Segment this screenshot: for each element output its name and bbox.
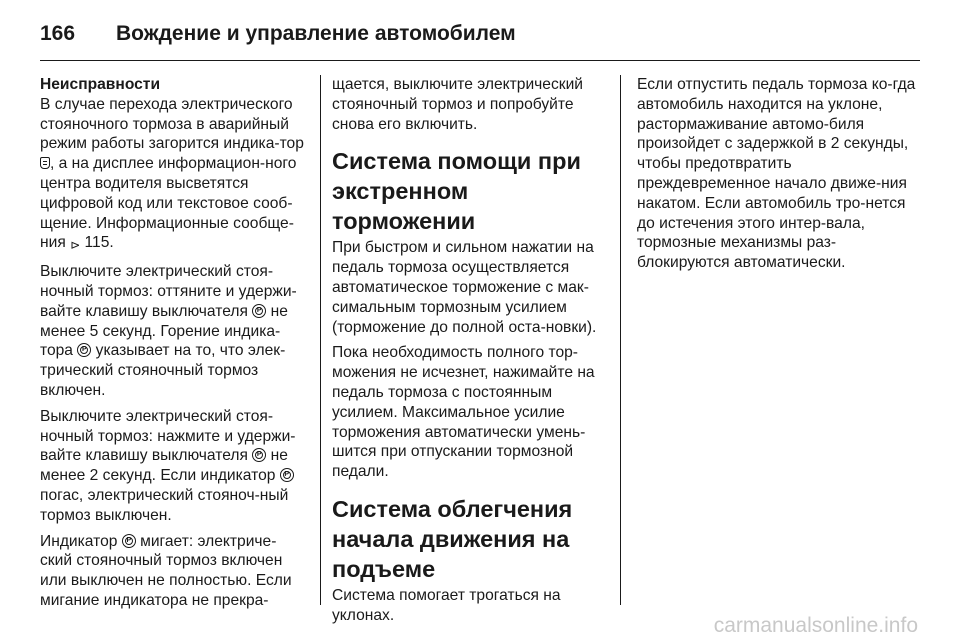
text: мигает: электриче-ский стояночный тормоз включен или выключен не полностью. Если мигание индикатора не прекра- [40,532,292,609]
watermark: carmanualsonline.info [713,614,918,637]
text: погас, электрический стояноч-ный тормоз выключен. [40,486,289,524]
column-1 [40,75,308,642]
page-header [40,14,516,54]
text: Индикатор [40,532,122,550]
subheading-malfunctions: Неисправности [40,76,161,93]
page-number: 166 [40,22,76,45]
paragraph-continued: щается, выключите электрический стояночный тормоз и попробуйте снова его включить. [332,76,584,133]
text: В случае перехода электрического стояночного тормоза в аварийный режим работы загорится индика-тор [40,95,304,153]
parking-brake-icon [122,534,136,548]
text: Выключите электрический стоя-ночный тормоз: оттяните и удержи-вайте клавишу выключателя [40,263,297,320]
text: 115. [80,234,114,252]
page-title: Вождение и управление автомобилем [116,22,516,45]
paragraph-hill-start-assist: Система помогает трогаться на уклонах. [332,586,561,624]
text: Выключите электрический стоя-ночный тормоз: нажмите и удержи-вайте клавишу выключателя [40,407,296,465]
section-heading-emergency-braking: Система помощи при экстренном торможении [332,148,581,235]
text: не менее 2 секунд. Если индикатор [40,447,288,485]
paragraph-emergency-braking-1: При быстром и сильном нажатии на педаль тормоза осуществляется автоматическое торможение с мак-симальным тормозным усилием (торможение до полной оста-новки). [332,239,597,336]
display-icon [40,157,50,169]
paragraph-indicator-flashing [40,532,308,611]
paragraph-release-brake [40,407,308,526]
text: указывает на то, что элек-трический стояночный тормоз включен. [40,342,286,399]
column-3 [637,75,917,642]
column-divider-1 [320,75,321,605]
section-heading-hill-start-assist: Система облегчения начала движения на подъеме [332,495,573,582]
parking-brake-icon [252,448,266,462]
header-rule [40,60,920,61]
text: не менее 5 секунд. Горение индика-тора [40,302,288,360]
arrow-reference-icon: ⊳ [70,238,81,253]
paragraph-malfunction-indicator [40,95,308,256]
text: , а на дисплее информацион-ного центра водителя высветятся цифровой код или текстовое сооб-щение. Информационные сообще-ния [40,155,297,252]
column-divider-2 [620,75,621,605]
parking-brake-icon [280,468,294,482]
parking-brake-icon [252,304,266,318]
paragraph-engage-brake [40,262,308,401]
parking-brake-icon [77,343,91,357]
paragraph-emergency-braking-2: Пока необходимость полного тор-можения не исчезнет, нажимайте на педаль тормоза с постоянным усилием. Максимальное усилие торможения автоматически умень-шится при отпускании тормозной педали. [332,344,595,481]
column-2 [332,75,604,642]
paragraph-hill-start-detail: Если отпустить педаль тормоза ко-гда автомобиль находится на уклоне, растормаживание автомо-биля произойдет с задержкой в 2 секунды, чтобы предотвратить преждевременное начало движе-ния накатом. Если автомобиль тро-нется до истечения этого интер-вала, тормозные механизмы раз-блокируются автоматически. [637,76,916,272]
